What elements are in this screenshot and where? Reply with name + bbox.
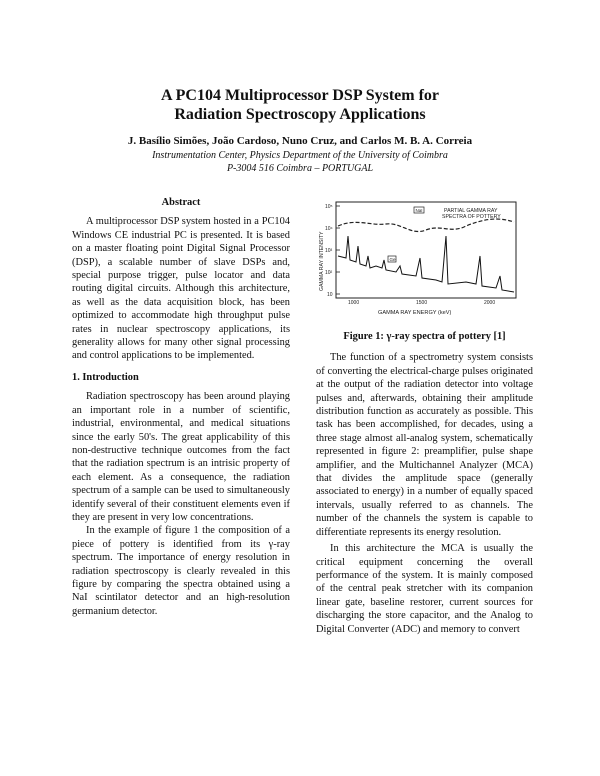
x-tick-0: 1000	[348, 300, 360, 306]
x-tick-1: 1500	[416, 300, 428, 306]
y-tick-labels	[325, 204, 333, 298]
figure-legend	[442, 208, 501, 220]
title-line-1: A PC104 Multiprocessor DSP System for	[160, 87, 440, 104]
gamma-spectrum-plot	[316, 196, 533, 326]
ge-spectrum-line	[338, 236, 514, 292]
y-axis-label: GAMMA RAY INTENSITY	[319, 231, 325, 291]
affiliation-line-2: P-3004 516 Coimbra – PORTUGAL	[226, 163, 374, 174]
right-paragraph-1: The function of a spectrometry system consists of converting the electrical-charge pulses originated at the output of the radiation detector into voltage pulses and, afterwards, obtaining their amplitude distribution function as accurately as possible. This task has been accomplished, for decades, using a three stage almost all-analog system, schematically represented in figure 2: preamplifier, pulse shape amplifier, and the Multichannel Analyzer (MCA) that divides the amplitude space (generally associated to energy) in a number of equally spaced intervals, usually referred to as channels. The number of the channels the system is capable to differentiate represents its energy resolution.	[316, 352, 533, 538]
x-axis-label: GAMMA RAY ENERGY (keV)	[378, 310, 452, 316]
legend-line-2: SPECTRA OF POTTERY	[442, 214, 501, 220]
introduction-heading: 1. Introduction	[72, 371, 139, 383]
y-tick-1: 10⁴	[325, 226, 333, 232]
left-column	[72, 196, 290, 618]
author-list: J. Basílio Simões, João Cardoso, Nuno Cruz, and Carlos M. B. A. Correia	[127, 135, 473, 147]
right-column	[316, 196, 533, 636]
nai-label: NaI	[415, 208, 423, 213]
y-tick-2: 10³	[325, 248, 333, 254]
y-tick-3: 10²	[325, 270, 333, 276]
x-tick-labels	[348, 300, 495, 306]
y-tick-marks	[336, 206, 340, 294]
abstract-heading: Abstract	[161, 197, 201, 208]
x-tick-2: 2000	[484, 300, 496, 306]
legend-line-1: PARTIAL GAMMA RAY	[444, 208, 498, 214]
affiliation-line-1: Instrumentation Center, Physics Department of the University of Coimbra	[152, 150, 448, 161]
figure-caption: Figure 1: γ-ray spectra of pottery [1]	[343, 331, 506, 342]
figure-1	[316, 196, 533, 326]
abstract-text: A multiprocessor DSP system hosted in a PC104 Windows CE industrial PC is presented. It is based on a master floating point Digital Signal Processor (DSP), a scalable number of slave DSPs and, special purpose trigger, pulse locator and data routing digital circuits. Although this architecture, as well as the data acquisition block, has been optimized to accommodate high throughput pulse rates in nuclear spectroscopy applications, its generality allows for many other signal processing and control applications to be implemented.	[72, 216, 290, 362]
ge-label: Ge	[389, 257, 396, 262]
nai-spectrum-line	[338, 219, 514, 231]
right-paragraph-2: In this architecture the MCA is usually the critical equipment concerning the overall performance of the system. It is mainly composed of the central peak stretcher with its companion linear gate, baseline restorer, current sources for discharging the store capacitor, and the Analog to Digital Converter (ADC) and memory to convert	[316, 543, 533, 635]
y-tick-0: 10⁵	[325, 204, 333, 210]
title-line-2: Radiation Spectroscopy Applications	[174, 106, 426, 123]
paper-title	[0, 86, 600, 124]
intro-paragraph-1: Radiation spectroscopy has been around playing an important role in a number of scientific, industrial, environmental, and medical situations since the early 50's. The great applicability of this non-destructive technique outcomes from the fact that the radiation spectrum is an intrisic property of each element. As a consequence, the radiation spectrum of a sample can be used to simultaneously identify several of their constituent elements even if they are present in very low concentrations.	[72, 391, 290, 523]
y-tick-4: 10	[327, 292, 333, 298]
intro-paragraph-2: In the example of figure 1 the composition of a piece of pottery is identified from its γ-ray spectrum. The importance of energy resolution in radiation spectroscopy is clearly revealed in this figure by comparing the spectra obtained using a NaI scintilator detector and an high-resolution germanium detector.	[72, 525, 290, 617]
